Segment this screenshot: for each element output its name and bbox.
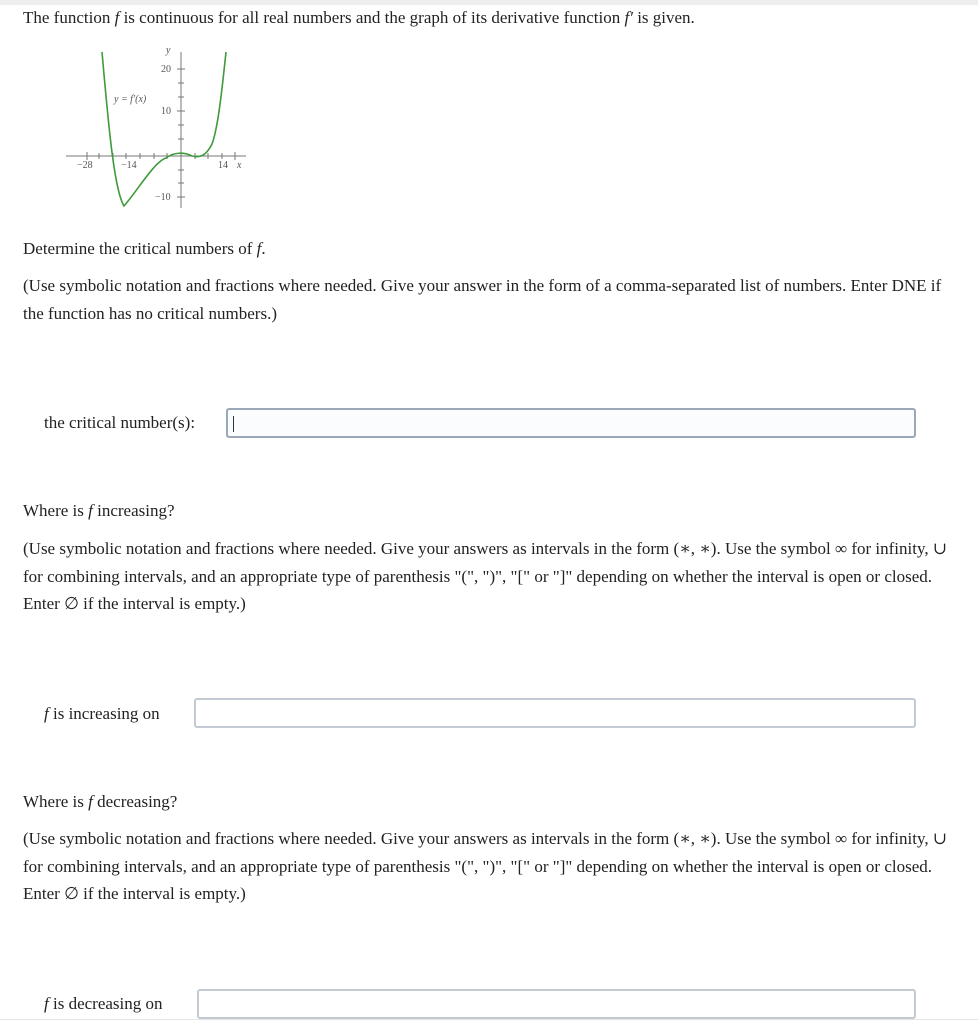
q3-prompt: Where is f decreasing? (23, 792, 178, 811)
y-axis-label: y (166, 45, 171, 56)
y-tick-label: 10 (161, 106, 171, 117)
x-tick-label: −28 (77, 160, 93, 171)
y-tick-label: 20 (161, 64, 171, 75)
critical-numbers-label: the critical number(s): (44, 413, 196, 432)
q2-prompt: Where is f increasing? (23, 501, 175, 520)
critical-numbers-field[interactable] (226, 408, 916, 438)
derivative-curve (102, 52, 226, 206)
intro-text: The function f is continuous for all real numbers and the graph of its derivative function f′ is given. (23, 8, 695, 27)
increasing-label: f is increasing on (44, 704, 160, 723)
x-axis-label: x (237, 160, 242, 171)
q1-prompt: Determine the critical numbers of f. (23, 239, 266, 258)
increasing-interval-input[interactable] (196, 700, 914, 726)
q1-instructions: (Use symbolic notation and fractions where needed. Give your answer in the form of a comma-separated list of numbers. Enter DNE if the function has no critical numbers.) (23, 276, 942, 323)
x-tick-label: 14 (218, 160, 228, 171)
derivative-graph (66, 40, 256, 216)
critical-numbers-input[interactable] (228, 410, 914, 436)
curve-label: y = f′(x) (114, 94, 147, 105)
divider (0, 1019, 978, 1020)
y-tick-label: −10 (155, 192, 171, 203)
decreasing-label: f is decreasing on (44, 994, 163, 1013)
decreasing-interval-input[interactable] (199, 991, 914, 1017)
increasing-interval-field[interactable] (194, 698, 916, 728)
x-tick-label: −14 (121, 160, 137, 171)
decreasing-interval-field[interactable] (197, 989, 916, 1019)
q3-instructions: (Use symbolic notation and fractions where needed. Give your answers as intervals in the form (∗, ∗). Use the symbol ∞ for infinity, ∪ for combining intervals, and an appropriate type of parenthesis "(", ")", "[" or "]" depending on whether the interval is open or closed. Enter ∅ if the interval is empty.) (23, 829, 948, 903)
text-caret (233, 416, 234, 432)
q2-instructions: (Use symbolic notation and fractions where needed. Give your answers as intervals in the form (∗, ∗). Use the symbol ∞ for infinity, ∪ for combining intervals, and an appropriate type of parenthesis "(", ")", "[" or "]" depending on whether the interval is open or closed. Enter ∅ if the interval is empty.) (23, 539, 948, 613)
